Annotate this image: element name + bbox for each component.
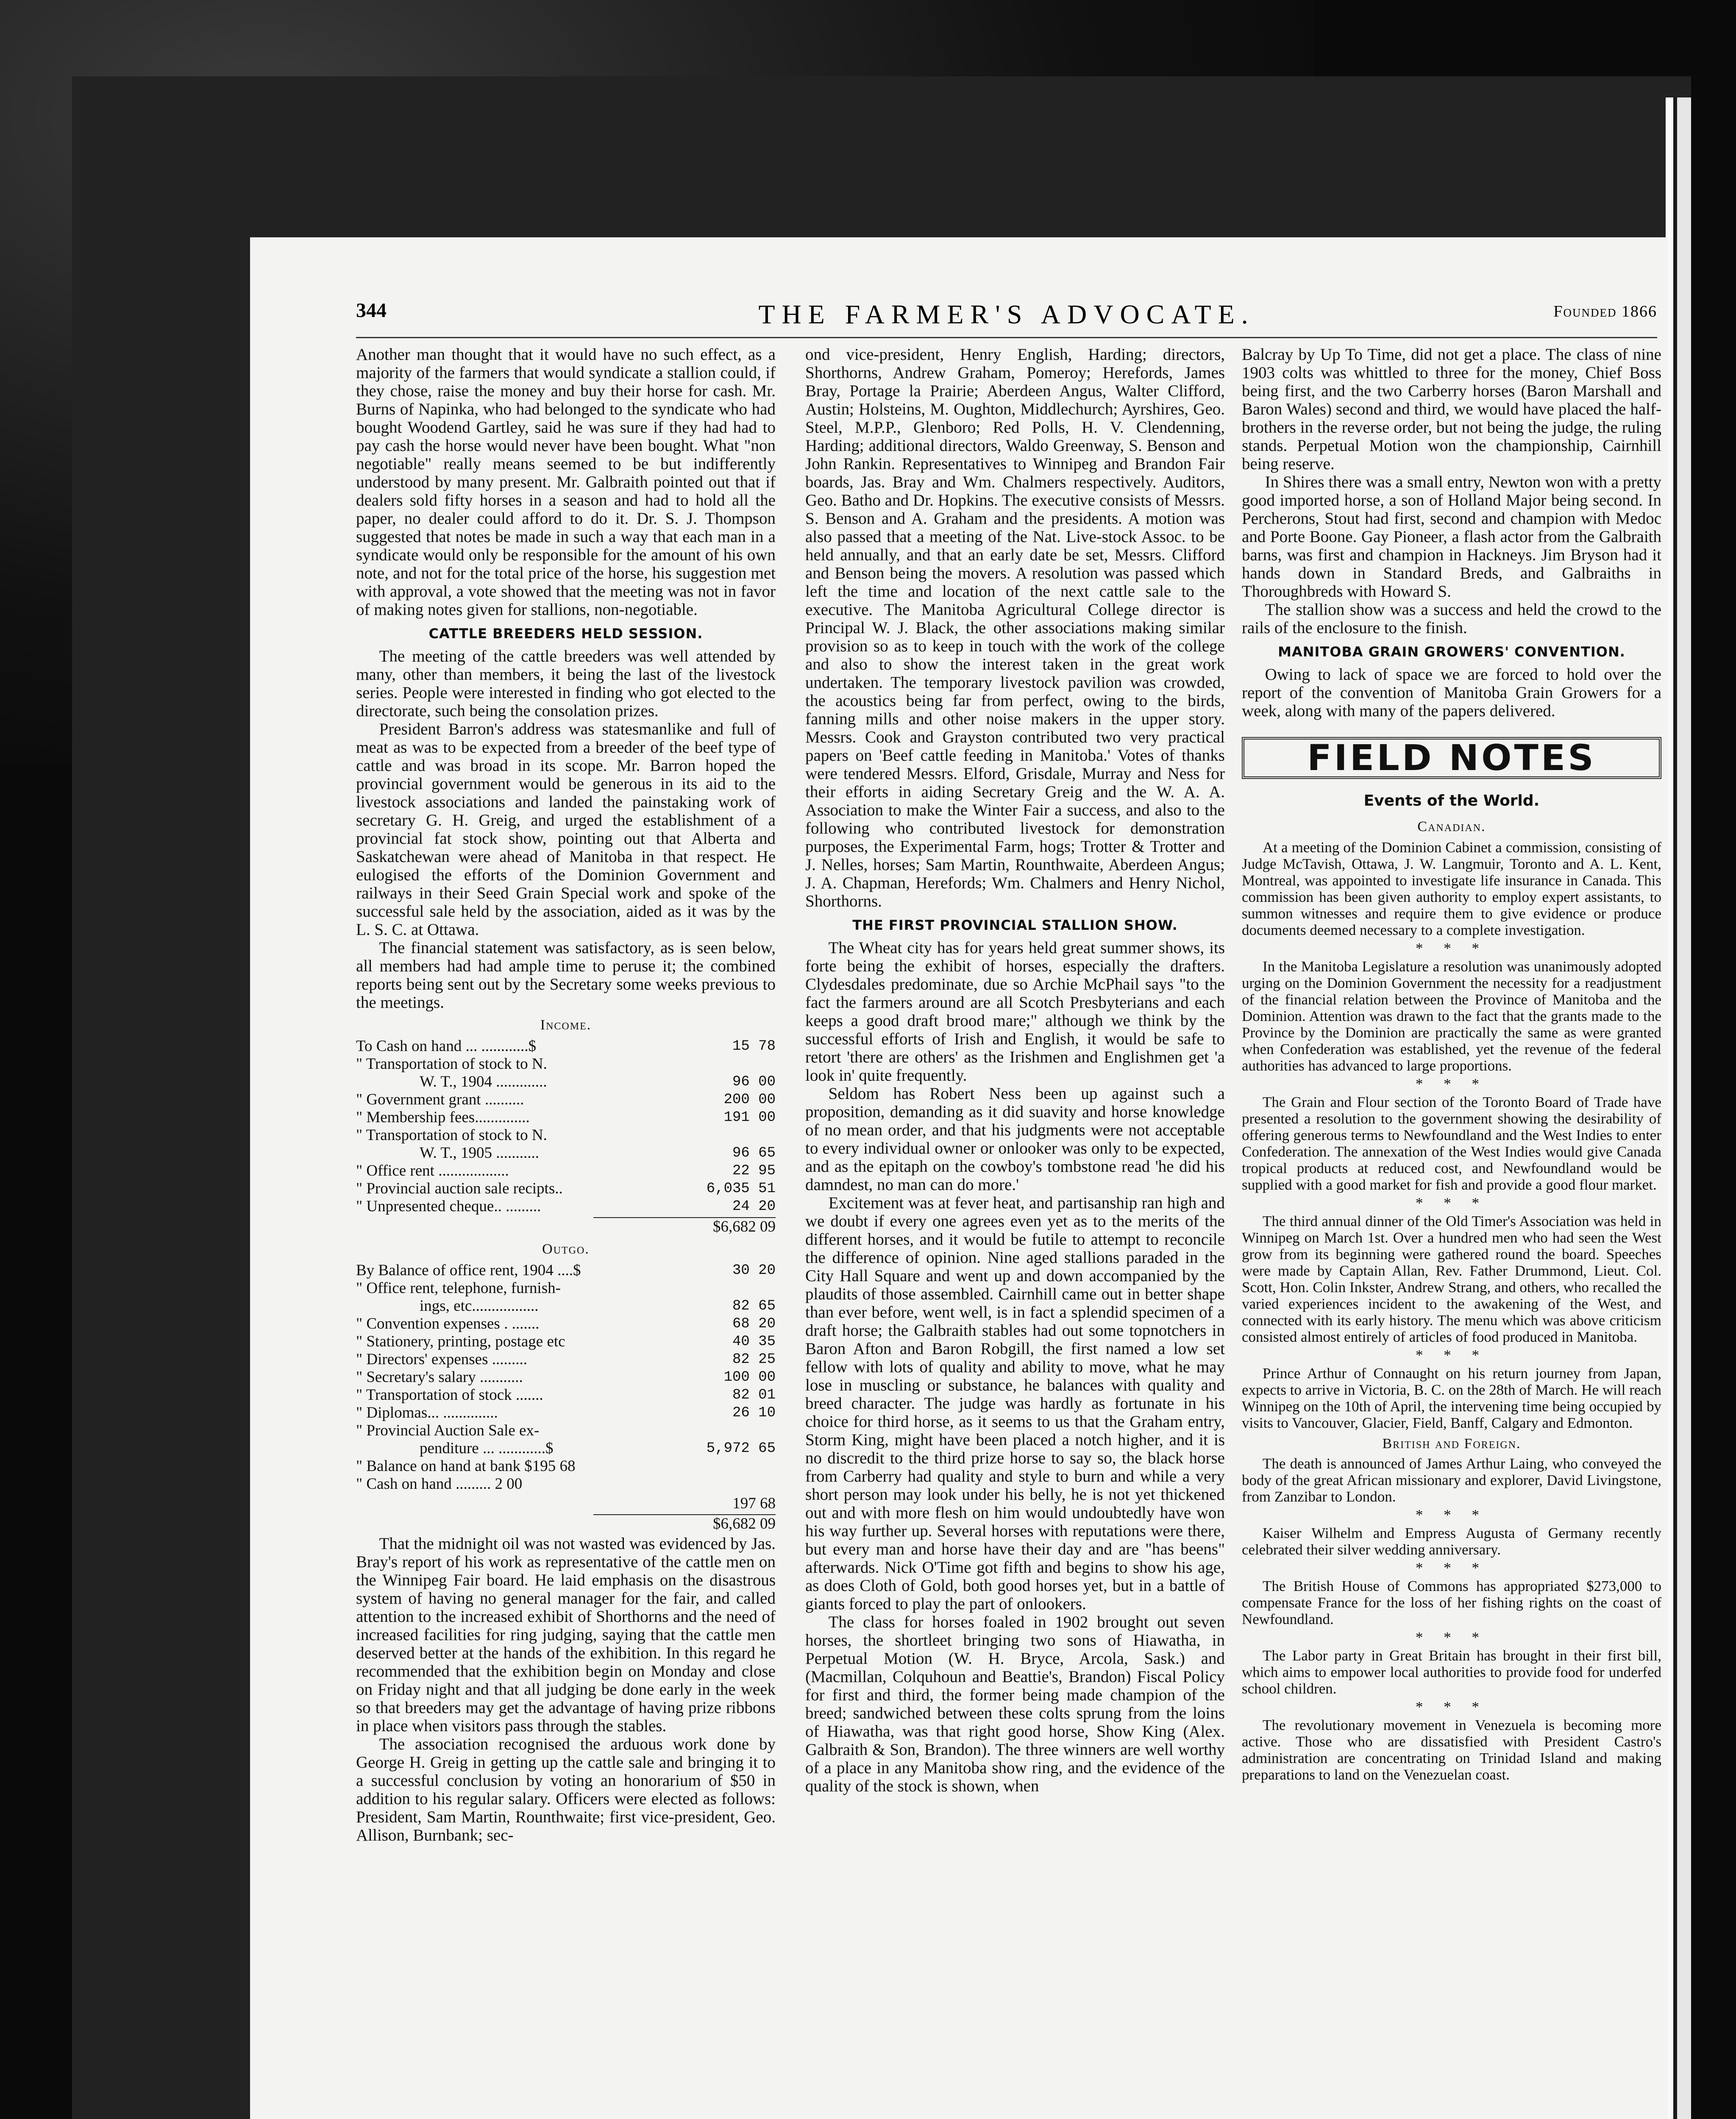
paragraph: Owing to lack of space we are forced to hold over the report of the convention of Manitoba Grain Growers for a week, along with many of the papers delivered. <box>1242 665 1661 720</box>
account-label: " Office rent, telephone, furnish- <box>356 1279 561 1297</box>
account-label: To Cash on hand ... ............$ <box>356 1037 536 1055</box>
account-amount: 191 00 <box>723 1110 776 1126</box>
account-label: " Unpresented cheque.. ......... <box>356 1198 541 1215</box>
paragraph: The financial statement was satisfactory, as is seen below, all members had had ample time to peruse it; the combined reports being sent out by the Secretary some weeks previous to the meetings. <box>356 939 776 1012</box>
account-row <box>356 1180 776 1198</box>
account-row <box>356 1126 776 1144</box>
paragraph: The meeting of the cattle breeders was well attended by many, other than members, it being the last of the livestock series. People were interested in finding who got elected to the directorate, such being the consolation prizes. <box>356 647 776 720</box>
account-row <box>356 1198 776 1215</box>
news-item: The British House of Commons has appropriated $273,000 to compensate France for the loss of her fishing rights on the coast of Newfoundland. <box>1242 1578 1661 1627</box>
news-item: At a meeting of the Dominion Cabinet a commission, consisting of Judge McTavish, Ottawa, J. W. Langmuir, Toronto and A. L. Kent, Montreal, was appointed to investigate life insurance in Canada. This commission has been given authority to employ expert assistants, to summon witnesses and require them to give evidence or produce documents deemed necessary to a complete investigation. <box>1242 839 1661 938</box>
account-label: " Membership fees.............. <box>356 1109 530 1126</box>
account-row <box>356 1475 776 1493</box>
paragraph: That the midnight oil was not wasted was evidenced by Jas. Bray's report of his work as representative of the cattle men on the Winnipeg Fair board. He laid emphasis on the disastrous system of having no general manager for the fair, and called attention to the increased exhibit of Shorthorns and the need of increased facilities for ring judging, saying that the cattle men deserved better at the hands of the exhibition. In this regard he recommended that the exhibition begin on Monday and close on Friday night and that all judging be done early in the week so that breeders may get the advantage of having prize ribbons in place when visitors pass through the stables. <box>356 1535 776 1735</box>
account-label: penditure ... ............$ <box>420 1440 554 1457</box>
separator-stars: * * * <box>1416 940 1488 957</box>
news-item: The revolutionary movement in Venezuela is becoming more active. Those who are dissatisfied with President Castro's administration are concentrating on Trinidad Island and making preparations to land on the Venezuelan coast. <box>1242 1717 1661 1783</box>
paragraph: Seldom has Robert Ness been up against such a proposition, demanding as it did suavity and horse knowledge of no mean order, and that his judgments were not acceptable to every individual owner or onlooker was only to be expected, and as the epitaph on the cowboy's tombstone read 'he did his damndest, no man can do more.' <box>805 1085 1225 1194</box>
header-rule <box>356 337 1657 338</box>
founded-date: Founded 1866 <box>1553 303 1657 320</box>
account-label: " Government grant .......... <box>356 1091 524 1108</box>
outgo-heading: Outgo. <box>542 1241 590 1257</box>
income-total: $6,682 09 <box>593 1217 776 1236</box>
account-label: " Directors' expenses ......... <box>356 1351 528 1368</box>
account-label: W. T., 1904 ............. <box>420 1073 547 1090</box>
paragraph: The stallion show was a success and held the crowd to the rails of the enclosure to the finish. <box>1242 601 1661 637</box>
account-row <box>356 1091 776 1109</box>
outgo-subtotal: 197 68 <box>732 1495 776 1512</box>
income-heading: Income. <box>540 1017 592 1033</box>
account-row <box>356 1262 776 1279</box>
column-1 <box>356 345 776 1844</box>
account-row <box>356 1404 776 1422</box>
paragraph: The class for horses foaled in 1902 brought out seven horses, the shortleet bringing two sons of Hiawatha, in Perpetual Motion (W. H. Bryce, Arcola, Sask.) and (Macmillan, Colquhoun and Beattie's, Brandon) Fiscal Policy for first and third, the former being made champion of the breed; sandwiched between these colts sprung from the loins of Hiawatha, was that right good horse, Show King (Alex. Galbraith & Son, Brandon). The three winners are well worthy of a place in any Manitoba show ring, and the evidence of the quality of the stock is shown, when <box>805 1613 1225 1795</box>
account-amount: 96 65 <box>732 1145 776 1161</box>
news-item: The third annual dinner of the Old Timer's Association was held in Winnipeg on March 1st. Over a hundred men who had seen the West grow from its beginning were gathered round the board. Speeches were made by Captain Allan, Rev. Father Drummond, Lieut. Col. Scott, Hon. Colin Inkster, Andrew Strang, and others, who recalled the varied experiences incident to the awakening of the West, and connected with its early history. The menu which was above criticism consisted almost entirely of articles of food produced in Manitoba. <box>1242 1213 1661 1345</box>
account-row <box>356 1297 776 1315</box>
foreign-heading: British and Foreign. <box>1382 1436 1521 1452</box>
account-amount: 82 25 <box>732 1351 776 1368</box>
account-amount: 22 95 <box>732 1163 776 1179</box>
account-amount: 30 20 <box>732 1263 776 1279</box>
account-row <box>356 1440 776 1457</box>
page-number: 344 <box>356 299 387 322</box>
news-item: The Labor party in Great Britain has brought in their first bill, which aims to empower local authorities to provide food for underfed school children. <box>1242 1647 1661 1697</box>
account-amount: 6,035 51 <box>706 1181 776 1197</box>
paragraph: Another man thought that it would have no such effect, as a majority of the farmers that would syndicate a stallion could, if they chose, raise the money and buy their horse for cash. Mr. Burns of Napinka, who had belonged to the syndicate who had bought Woodend Gartley, said he was sure if they had had to pay cash the horse would never have been bought. What "non negotiable" really means seemed to be but indifferently understood by many present. Mr. Galbraith pointed out that if dealers sold fifty horses in a season and had to hold all the paper, no dealer could afford to do it. Dr. S. J. Thompson suggested that notes be made in such a way that each man in a syndicate would only be responsible for the amount of his own note, and not for the total price of the horse, his suggestion met with approval, a vote showed that the meeting was not in favor of making notes given for stallions, non-negotiable. <box>356 345 776 619</box>
account-row <box>356 1351 776 1368</box>
paragraph: Excitement was at fever heat, and partisanship ran high and we doubt if every one agrees even yet as to the merits of the different horses, and it would be futile to attempt to reconcile the difference of opinion. Nine aged stallions paraded in the City Hall Square and went up and down accompanied by the plaudits of those assembled. Cairnhill came out in better shape than ever before, went well, is in fact a splendid specimen of a draft horse; the Galbraith stables had out some topnotchers in Baron Afton and Baron Robgill, the first named a low set fellow with lots of quality and ability to move, what he may lose in muscling or substance, he balances with quality and breed character. The judge was hardly as fortunate in his choice for third horse, as it seems to us that the Graham entry, Storm King, might have been placed a notch higher, and it is no discredit to the third prize horse to say so, the black horse from Carberry had quality and style to burn and while a very short person may look under his belly, he is not yet thickened out and with more flesh on him would undoubtedly have won his way further up. Several horses with reputations were there, but every man and horse have their day and are "has beens" afterwards. Nick O'Time got fifth and begins to show his age, as does Cloth of Gold, both good horses yet, but in a battle of giants forced to play the part of onlookers. <box>805 1194 1225 1613</box>
account-label: " Secretary's salary ........... <box>356 1368 523 1386</box>
account-label: By Balance of office rent, 1904 ....$ <box>356 1262 581 1279</box>
account-label: " Transportation of stock to N. <box>356 1055 547 1073</box>
account-row <box>356 1162 776 1180</box>
news-item: The death is announced of James Arthur Laing, who conveyed the body of the great African missionary and explorer, David Livingstone, from Zanzibar to London. <box>1242 1455 1661 1505</box>
field-notes-banner: FIELD NOTES <box>1242 737 1661 779</box>
page-header <box>356 299 1657 337</box>
account-row <box>356 1073 776 1091</box>
account-label: ings, etc................. <box>420 1297 539 1315</box>
paragraph: President Barron's address was statesmanlike and full of meat as was to be expected from a breeder of the beef type of cattle and was broad in its scope. Mr. Barron hoped the provincial government would be generous in its aid to the livestock associations and landed the painstaking work of secretary G. H. Greig, and urged the establishment of a provincial fat stock show, pointing out that Alberta and Saskatchewan were ahead of Manitoba in that respect. He eulogised the efforts of the Dominion Government and railways in their Seed Grain Special work and spoke of the successful sale held by the association, aided as it was by the L. S. C. at Ottawa. <box>356 720 776 939</box>
separator-stars: * * * <box>1416 1699 1488 1715</box>
section-heading: CATTLE BREEDERS HELD SESSION. <box>428 626 703 642</box>
account-amount: 82 01 <box>732 1387 776 1403</box>
account-label: " Provincial auction sale recipts.. <box>356 1180 563 1197</box>
account-label: " Cash on hand ......... 2 00 <box>356 1475 523 1493</box>
news-item: Prince Arthur of Connaught on his return journey from Japan, expects to arrive in Victoria, B. C. on the 28th of March. He will reach Winnipeg on the 10th of April, the intervening time being occupied by visits to Vancouver, Glacier, Field, Banff, Calgary and Edmonton. <box>1242 1365 1661 1431</box>
account-amount: 200 00 <box>723 1092 776 1108</box>
account-amount: 5,972 65 <box>706 1440 776 1457</box>
newspaper-page <box>250 237 1668 2119</box>
account-row <box>356 1368 776 1386</box>
outgo-table <box>356 1262 776 1493</box>
separator-stars: * * * <box>1416 1629 1488 1646</box>
masthead: THE FARMER'S ADVOCATE. <box>758 299 1255 329</box>
section-heading: THE FIRST PROVINCIAL STALLION SHOW. <box>852 917 1178 933</box>
account-row <box>356 1315 776 1333</box>
separator-stars: * * * <box>1416 1560 1488 1576</box>
paragraph: Balcray by Up To Time, did not get a place. The class of nine 1903 colts was whittled to three for the money, Chief Boss being first, and the two Carberry horses (Baron Marshall and Baron Wales) second and third, we would have placed the half-brothers in the reverse order, but not being the judge, the ruling stands. Perpetual Motion won the championship, Cairnhill being reserve. <box>1242 345 1661 473</box>
account-amount: 82 65 <box>732 1298 776 1314</box>
account-amount: 68 20 <box>732 1316 776 1332</box>
account-amount: 26 10 <box>732 1405 776 1421</box>
account-row <box>356 1109 776 1126</box>
account-amount: 15 78 <box>732 1038 776 1054</box>
paragraph: The association recognised the arduous work done by George H. Greig in getting up the cattle sale and bringing it to a successful conclusion by voting an honorarium of $50 in addition to his regular salary. Officers were elected as follows: President, Sam Martin, Rounthwaite; first vice-president, Geo. Allison, Burnbank; sec- <box>356 1735 776 1844</box>
news-item: The Grain and Flour section of the Toronto Board of Trade have presented a resolution to the government showing the desirability of offering generous terms to Newfoundland and the West Indies to enter Confederation. The annexation of the West Indies would give Canada tropical products at reduced cost, and Newfoundland would be supplied with a good market for fish and provide a good flour market. <box>1242 1094 1661 1193</box>
account-row <box>356 1333 776 1351</box>
account-label: W. T., 1905 ........... <box>420 1144 539 1162</box>
separator-stars: * * * <box>1416 1347 1488 1363</box>
canadian-heading: Canadian. <box>1417 819 1486 834</box>
paragraph: The Wheat city has for years held great summer shows, its forte being the exhibit of horses, especially the drafters. Clydesdales predominate, due so Archie McPhail says "to the fact the farmers around are all Scotch Presbyterians and each keeps a good draft brood mare;" although we think by the successful efforts of Irish and English, it would be safe to retort 'there are others' as the Irishmen and Englishmen get 'a look in' quite frequently. <box>805 939 1225 1085</box>
separator-stars: * * * <box>1416 1076 1488 1092</box>
events-title: Events of the World. <box>1363 792 1540 809</box>
column-2 <box>805 345 1225 1795</box>
account-label: " Balance on hand at bank $195 68 <box>356 1457 576 1475</box>
account-amount: 24 20 <box>732 1199 776 1215</box>
account-label: " Diplomas... .............. <box>356 1404 498 1421</box>
account-row <box>356 1422 776 1440</box>
account-row <box>356 1144 776 1162</box>
income-table <box>356 1037 776 1215</box>
page-edge-strip <box>1666 97 1691 2119</box>
outgo-total: $6,682 09 <box>593 1514 776 1533</box>
account-amount: 40 35 <box>732 1334 776 1350</box>
account-label: " Stationery, printing, postage etc <box>356 1333 565 1350</box>
column-3 <box>1242 345 1661 1783</box>
paragraph: In Shires there was a small entry, Newton won with a pretty good imported horse, a son of Holland Major being second. In Percherons, Stout had first, second and champion with Medoc and Porte Boone. Gay Pioneer, a flash actor from the Galbraith barns, was first and champion in Hackneys. Jim Bryson had it hands down in Standard Breds, and Galbraiths in Thoroughbreds with Howard S. <box>1242 473 1661 601</box>
news-item: In the Manitoba Legislature a resolution was unanimously adopted urging on the Dominion Government the necessity for a readjustment of the financial relation between the Province of Manitoba and the Dominion. Attention was drawn to the fact that the grants made to the Province by the Dominion are practically the same as were granted when Confederation was established, yet the revenue of the federal authorities has advanced to large proportions. <box>1242 958 1661 1074</box>
account-row <box>356 1055 776 1073</box>
account-amount: 96 00 <box>732 1074 776 1090</box>
account-row <box>356 1037 776 1055</box>
account-label: " Convention expenses . ....... <box>356 1315 540 1332</box>
account-label: " Transportation of stock to N. <box>356 1126 547 1144</box>
account-amount: 100 00 <box>723 1369 776 1385</box>
account-label: " Transportation of stock ....... <box>356 1386 543 1404</box>
separator-stars: * * * <box>1416 1195 1488 1211</box>
separator-stars: * * * <box>1416 1507 1488 1523</box>
account-row <box>356 1386 776 1404</box>
section-heading: MANITOBA GRAIN GROWERS' CONVENTION. <box>1278 644 1625 660</box>
account-label: " Provincial Auction Sale ex- <box>356 1422 540 1439</box>
account-label: " Office rent .................. <box>356 1162 509 1179</box>
news-item: Kaiser Wilhelm and Empress Augusta of Germany recently celebrated their silver wedding anniversary. <box>1242 1525 1661 1558</box>
paragraph: ond vice-president, Henry English, Harding; directors, Shorthorns, Andrew Graham, Pomeroy; Herefords, James Bray, Portage la Prairie; Aberdeen Angus, Walter Clifford, Austin; Holsteins, M. Oughton, Middlechurch; Ayrshires, Geo. Steel, M.P.P., Glenboro; Red Polls, H. V. Clendenning, Harding; additional directors, Waldo Greenway, S. Benson and John Rankin. Representatives to Winnipeg and Brandon Fair boards, Jas. Bray and Wm. Chalmers respectively. Auditors, Geo. Batho and Dr. Hopkins. The executive consists of Messrs. S. Benson and A. Graham and the presidents. A motion was also passed that a meeting of the Nat. Live-stock Assoc. to be held annually, and that an early date be set, Messrs. Clifford and Benson being the movers. A resolution was passed which left the time and location of the next cattle sale to the executive. The Manitoba Agricultural College director is Principal W. J. Black, the other associations making similar provision so as to keep in touch with the work of the college and also to show the interest taken in the great work undertaken. The temporary livestock pavilion was crowded, the acoustics being far from perfect, owing to the birds, fanning mills and other noise makers in the upper story. Messrs. Cook and Grayston contributed two very practical papers on 'Beef cattle feeding in Manitoba.' Votes of thanks were tendered Messrs. Elford, Grisdale, Murray and Ness for their efforts in aiding Secretary Greig and the W. A. A. Association to make the Winter Fair a success, and also to the following who contributed livestock for demonstration purposes, the Experimental Farm, hogs; Trotter & Trotter and J. Nelles, horses; Sam Martin, Rounthwaite, Aberdeen Angus; J. A. Chapman, Herefords; Wm. Chalmers and Henry Nichol, Shorthorns. <box>805 345 1225 910</box>
account-row <box>356 1279 776 1297</box>
account-row <box>356 1457 776 1475</box>
